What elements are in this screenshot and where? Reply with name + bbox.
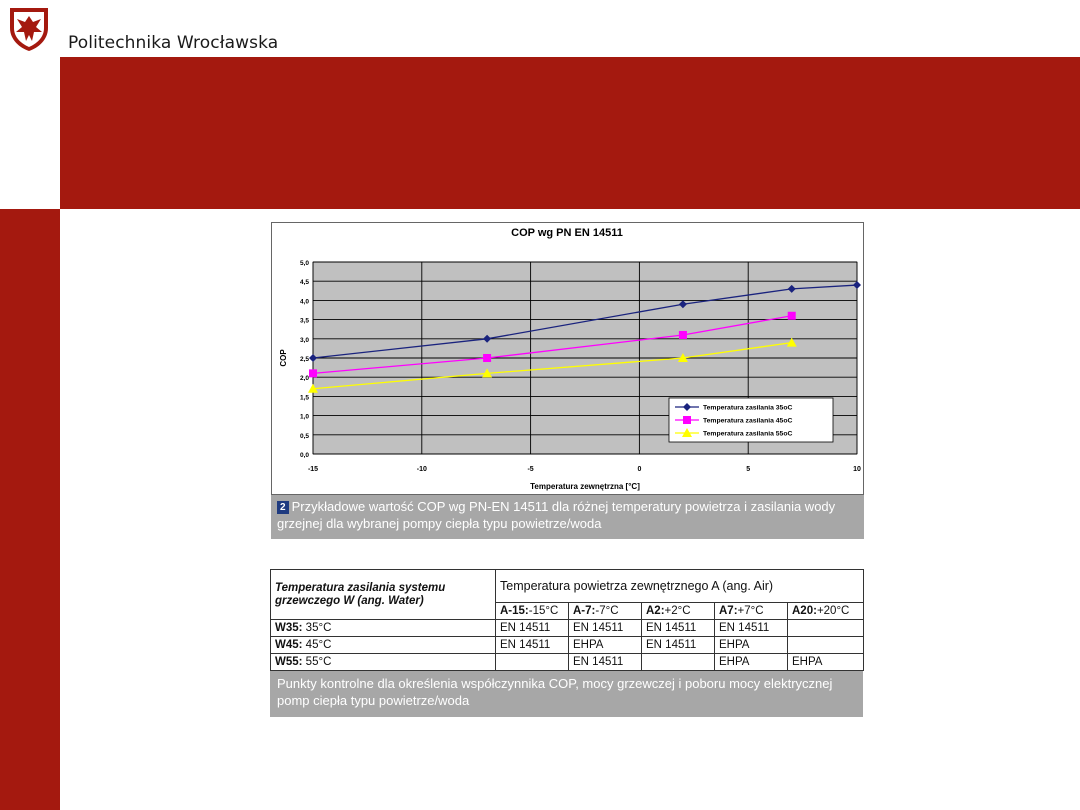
- chart-title: COP wg PN EN 14511: [511, 227, 623, 239]
- cop-chart-figure: [271, 222, 864, 539]
- university-logo-icon: [8, 6, 50, 52]
- table-cell: EN 14511: [642, 620, 715, 637]
- column-code-cell: [496, 603, 569, 620]
- row-value: 55°C: [302, 656, 332, 668]
- x-axis-label: Temperatura zewnętrzna [°C]: [530, 482, 640, 491]
- row-label-cell: [271, 637, 496, 654]
- y-tick-label: 4,5: [299, 279, 309, 287]
- column-code: A-7:: [573, 605, 596, 617]
- table-cell: EHPA: [715, 654, 788, 671]
- legend-marker: [683, 416, 691, 424]
- row-code: W45:: [275, 639, 303, 651]
- data-point: [309, 369, 317, 377]
- legend-label: Temperatura zasilania 45oC: [703, 417, 793, 425]
- table-cell: [788, 637, 864, 654]
- table-cell: EN 14511: [496, 637, 569, 654]
- figure-caption: [271, 495, 864, 539]
- y-tick-label: 2,0: [299, 375, 309, 383]
- x-tick-label: 5: [746, 466, 751, 473]
- table-cell: EHPA: [788, 654, 864, 671]
- y-tick-label: 3,0: [299, 336, 309, 344]
- table-cell: EN 14511: [715, 620, 788, 637]
- table-row: [271, 654, 864, 671]
- row-label-cell: [271, 654, 496, 671]
- y-tick-label: 0,0: [299, 452, 309, 459]
- table-row: [271, 637, 864, 654]
- table-cell: [788, 620, 864, 637]
- data-point: [788, 312, 796, 320]
- column-value: -15°C: [528, 605, 559, 617]
- table-caption: Punkty kontrolne dla określenia współczynnika COP, mocy grzewczej i poboru mocy elektrycznej pomp ciepła typu powietrze/woda: [270, 671, 863, 717]
- row-code: W35:: [275, 622, 303, 634]
- chart-legend: [669, 398, 833, 442]
- y-tick-label: 0,5: [299, 432, 309, 440]
- column-code-cell: [788, 603, 864, 620]
- table-cell: EN 14511: [569, 654, 642, 671]
- row-value: 35°C: [302, 622, 332, 634]
- table-cell: EHPA: [569, 637, 642, 654]
- university-name: Politechnika Wrocławska: [68, 33, 279, 53]
- data-point: [679, 331, 687, 339]
- row-label-cell: [271, 620, 496, 637]
- test-points-table: [270, 569, 864, 671]
- col-header-cell: Temperatura powietrza zewnętrznego A (ang. Air): [496, 570, 864, 603]
- table-cell: EN 14511: [569, 620, 642, 637]
- column-value: +20°C: [816, 605, 850, 617]
- figure-number-badge: 2: [277, 501, 289, 514]
- column-value: +2°C: [664, 605, 691, 617]
- column-code-cell: [642, 603, 715, 620]
- y-tick-label: 1,5: [299, 394, 309, 402]
- x-tick-label: -15: [307, 466, 319, 473]
- y-tick-label: 5,0: [299, 260, 309, 267]
- cop-line-chart: [271, 222, 864, 495]
- legend-label: Temperatura zasilania 55oC: [703, 430, 793, 438]
- title-band: [60, 57, 1080, 209]
- column-code: A2:: [646, 605, 665, 617]
- x-tick-label: -10: [416, 466, 427, 473]
- test-points-table-figure: [270, 569, 863, 735]
- y-tick-label: 2,5: [299, 356, 309, 363]
- column-code: A-15:: [500, 605, 529, 617]
- column-value: +7°C: [737, 605, 764, 617]
- y-tick-label: 3,5: [299, 317, 309, 325]
- column-code-cell: [715, 603, 788, 620]
- row-header-cell: Temperatura zasilania systemu grzewczego W (ang. Water): [271, 570, 496, 620]
- column-code: A20:: [792, 605, 817, 617]
- column-value: -7°C: [595, 605, 619, 617]
- row-code: W55:: [275, 656, 303, 668]
- table-cell: [496, 654, 569, 671]
- y-tick-label: 4,0: [299, 298, 309, 306]
- column-code-cell: [569, 603, 642, 620]
- x-tick-label: 0: [637, 466, 642, 473]
- table-cell: EHPA: [715, 637, 788, 654]
- table-cell: EN 14511: [496, 620, 569, 637]
- y-axis-label: COP: [279, 349, 288, 367]
- left-accent-bar: [0, 209, 60, 810]
- table-row: [271, 620, 864, 637]
- row-value: 45°C: [302, 639, 332, 651]
- legend-label: Temperatura zasilania 35oC: [703, 404, 793, 412]
- y-tick-label: 1,0: [299, 413, 309, 421]
- data-point: [483, 354, 491, 362]
- table-cell: [642, 654, 715, 671]
- column-code: A7:: [719, 605, 738, 617]
- table-body: [271, 620, 864, 671]
- x-tick-label: 10: [853, 466, 861, 473]
- x-tick-label: -5: [527, 466, 534, 473]
- table-header-row: [271, 570, 864, 603]
- figure-caption-text: Przykładowe wartość COP wg PN-EN 14511 dla różnej temperatury powietrza i zasilania wody grzejnej dla wybranej pompy ciepła typu powietrze/woda: [277, 499, 836, 531]
- table-cell: EN 14511: [642, 637, 715, 654]
